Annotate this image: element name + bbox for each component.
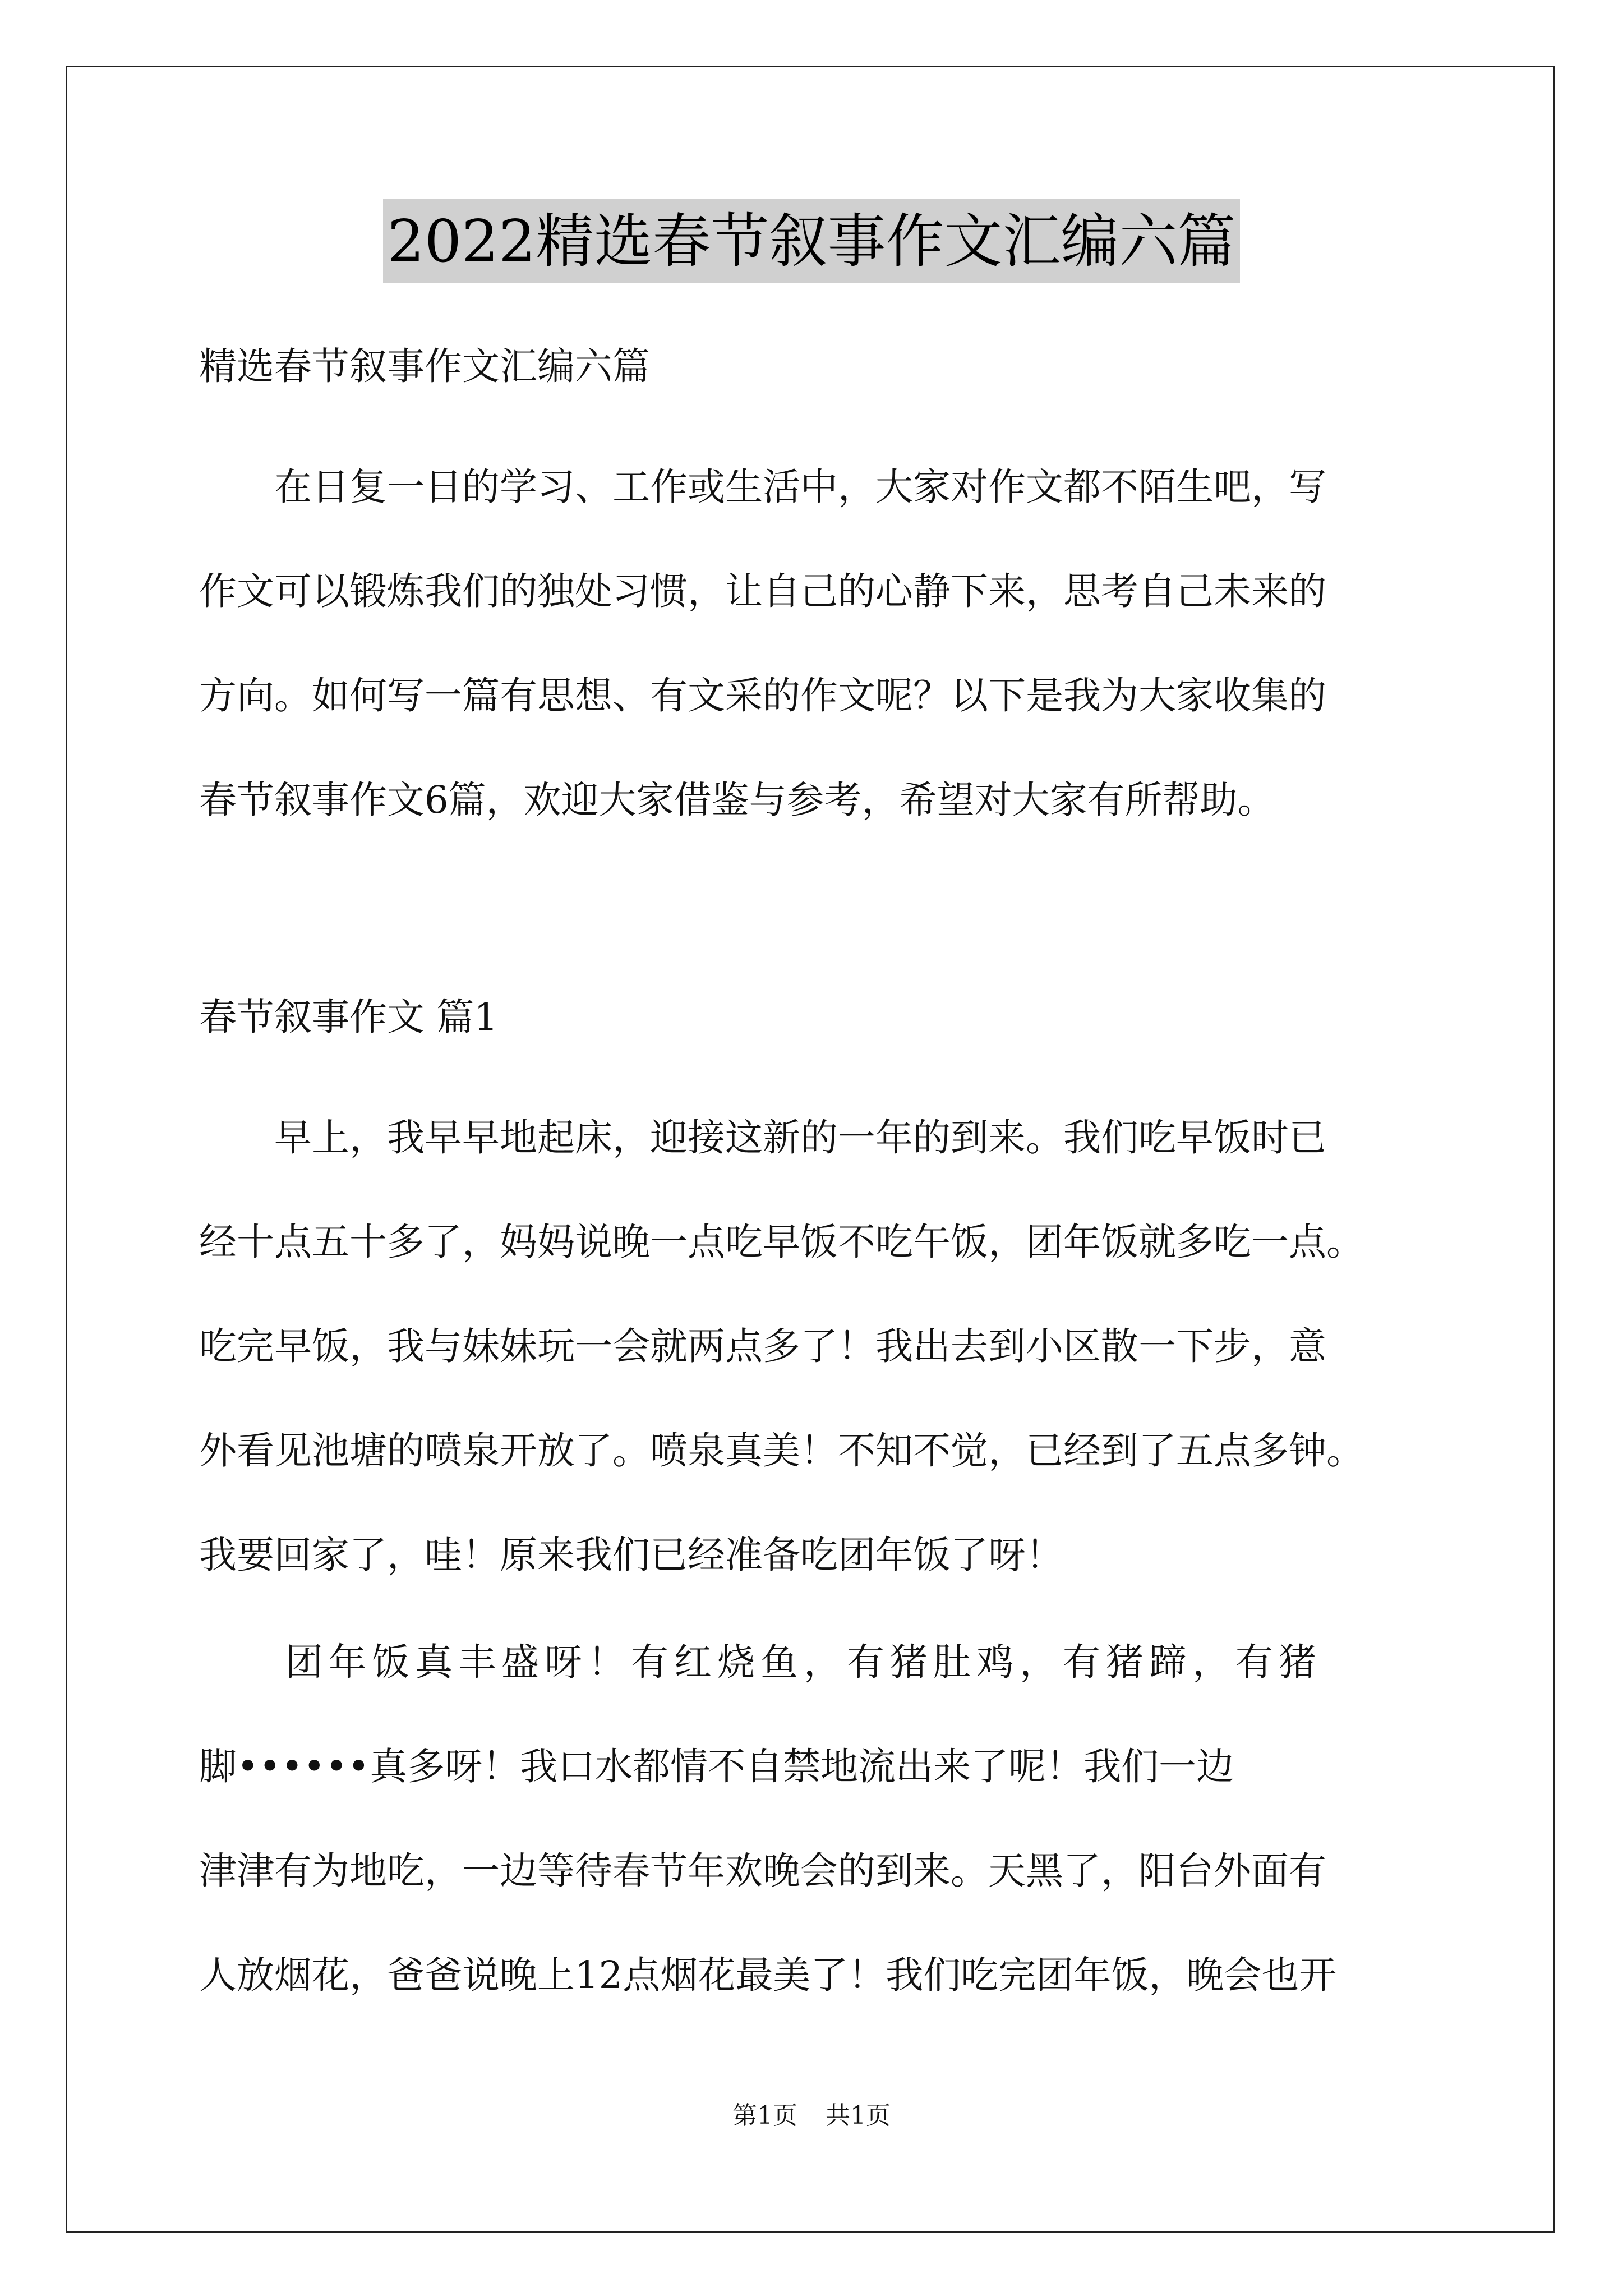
paragraph-2	[199, 1610, 1450, 2027]
paragraph-line: 脚••••••真多呀！我口水都情不自禁地流出来了呢！我们一边	[199, 1745, 1234, 1788]
paragraph-line: 团年饭真丰盛呀！有红烧鱼，有猪肚鸡，有猪蹄，有猪	[199, 1640, 1322, 1684]
page-footer	[0, 2095, 1623, 2131]
subtitle	[199, 314, 1450, 418]
section-heading-text: 春节叙事作文 篇1	[199, 995, 498, 1039]
paragraph-line: 春节叙事作文6篇，欢迎大家借鉴与参考，希望对大家有所帮助。	[199, 778, 1275, 822]
section-heading	[199, 965, 1450, 1069]
paragraph-line: 我要回家了，哇！原来我们已经准备吃团年饭了呀！	[199, 1533, 1063, 1577]
page-number: 第1页	[732, 2101, 797, 2130]
paragraph-line: 在日复一日的学习、工作或生活中，大家对作文都不陌生吧，写	[199, 465, 1326, 509]
intro-paragraph	[199, 435, 1450, 852]
paragraph-1	[199, 1085, 1450, 1607]
paragraph-line: 津津有为地吃，一边等待春节年欢晚会的到来。天黑了，阳台外面有	[199, 1849, 1326, 1893]
paragraph-line: 人放烟花，爸爸说晚上12点烟花最美了！我们吃完团年饭，晚会也开	[199, 1953, 1337, 1997]
paragraph-line: 吃完早饭，我与妹妹玩一会就两点多了！我出去到小区散一下步，意	[199, 1324, 1326, 1368]
page-total: 共1页	[826, 2101, 891, 2130]
paragraph-line: 经十点五十多了，妈妈说晚一点吃早饭不吃午饭，团年饭就多吃一点。	[199, 1220, 1364, 1264]
document-title: 2022精选春节叙事作文汇编六篇	[383, 199, 1241, 283]
subtitle-text: 精选春节叙事作文汇编六篇	[199, 344, 650, 388]
paragraph-line: 方向。如何写一篇有思想、有文采的作文呢？以下是我为大家收集的	[199, 674, 1326, 717]
paragraph-line: 早上，我早早地起床，迎接这新的一年的到来。我们吃早饭时已	[199, 1116, 1326, 1159]
paragraph-line: 作文可以锻炼我们的独处习惯，让自己的心静下来，思考自己未来的	[199, 569, 1326, 613]
paragraph-line: 外看见池塘的喷泉开放了。喷泉真美！不知不觉，已经到了五点多钟。	[199, 1429, 1364, 1473]
document-title-wrap	[0, 199, 1623, 283]
